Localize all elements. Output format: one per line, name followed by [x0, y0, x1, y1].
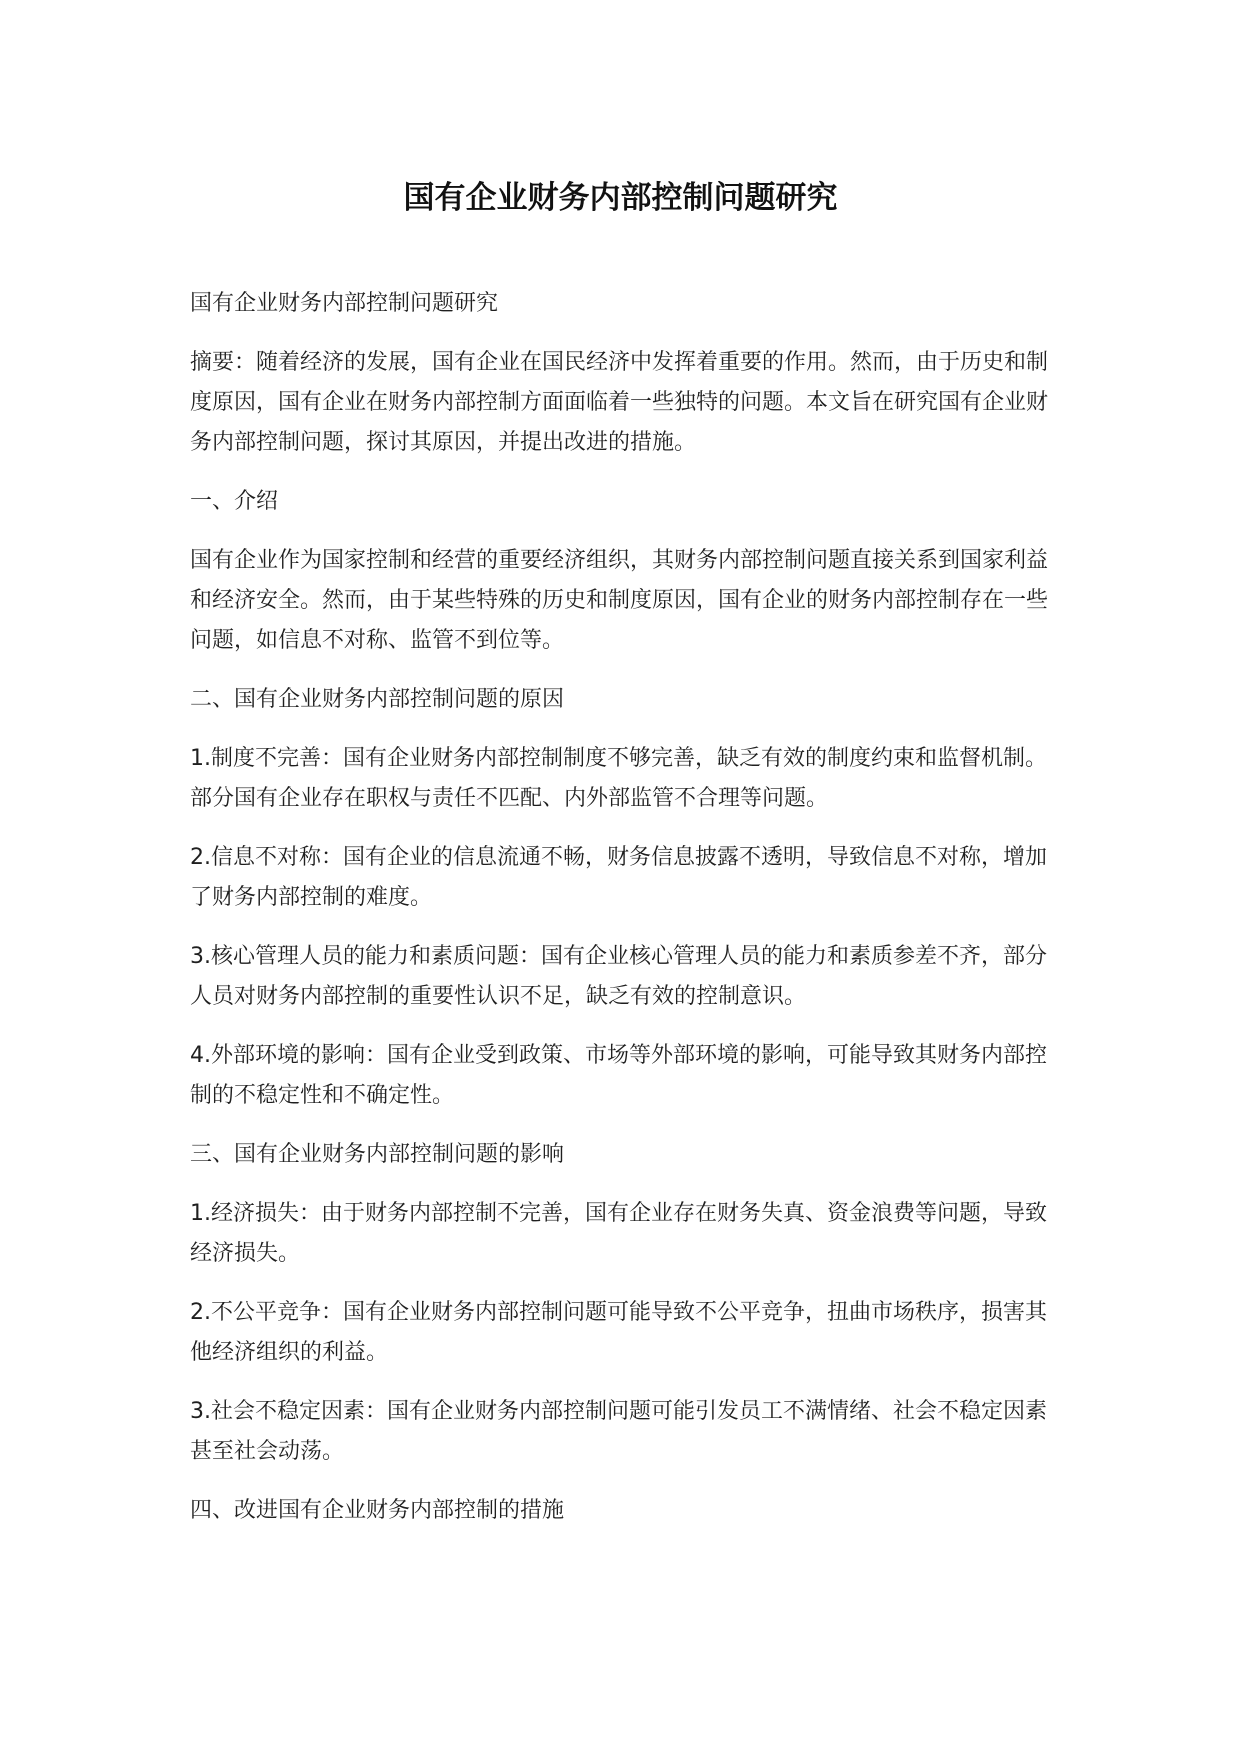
section-heading-causes: 二、国有企业财务内部控制问题的原因 — [190, 687, 565, 712]
paragraph-abstract: 摘要：随着经济的发展，国有企业在国民经济中发挥着重要的作用。然而，由于历史和制度原因，国有企业在财务内部控制方面面临着一些独特的问题。本文旨在研究国有企业财务内部控制问题，探讨其原因，并提出改进的措施。 — [190, 350, 1049, 455]
section-heading-impacts: 三、国有企业财务内部控制问题的影响 — [190, 1142, 565, 1167]
paragraph-impact-1: 1.经济损失：由于财务内部控制不完善，国有企业存在财务失真、资金浪费等问题，导致经济损失。 — [190, 1201, 1047, 1266]
paragraph-subtitle: 国有企业财务内部控制问题研究 — [190, 291, 499, 316]
document-title: 国有企业财务内部控制问题研究 — [403, 180, 838, 216]
paragraph-cause-3: 3.核心管理人员的能力和素质问题：国有企业核心管理人员的能力和素质参差不齐，部分人员对财务内部控制的重要性认识不足，缺乏有效的控制意识。 — [190, 944, 1047, 1009]
paragraph-cause-4: 4.外部环境的影响：国有企业受到政策、市场等外部环境的影响，可能导致其财务内部控制的不稳定性和不确定性。 — [190, 1043, 1047, 1108]
section-heading-intro: 一、介绍 — [190, 489, 279, 514]
section-heading-measures: 四、改进国有企业财务内部控制的措施 — [190, 1498, 565, 1523]
paragraph-impact-3: 3.社会不稳定因素：国有企业财务内部控制问题可能引发员工不满情绪、社会不稳定因素甚至社会动荡。 — [190, 1399, 1047, 1464]
paragraph-cause-1: 1.制度不完善：国有企业财务内部控制制度不够完善，缺乏有效的制度约束和监督机制。部分国有企业存在职权与责任不匹配、内外部监管不合理等问题。 — [190, 746, 1047, 811]
paragraph-cause-2: 2.信息不对称：国有企业的信息流通不畅，财务信息披露不透明，导致信息不对称，增加了财务内部控制的难度。 — [190, 845, 1047, 910]
paragraph-intro: 国有企业作为国家控制和经营的重要经济组织，其财务内部控制问题直接关系到国家利益和经济安全。然而，由于某些特殊的历史和制度原因，国有企业的财务内部控制存在一些问题，如信息不对称、监管不到位等。 — [190, 548, 1049, 653]
paragraph-impact-2: 2.不公平竞争：国有企业财务内部控制问题可能导致不公平竞争，扭曲市场秩序，损害其他经济组织的利益。 — [190, 1300, 1047, 1365]
document-body — [190, 284, 1050, 1550]
